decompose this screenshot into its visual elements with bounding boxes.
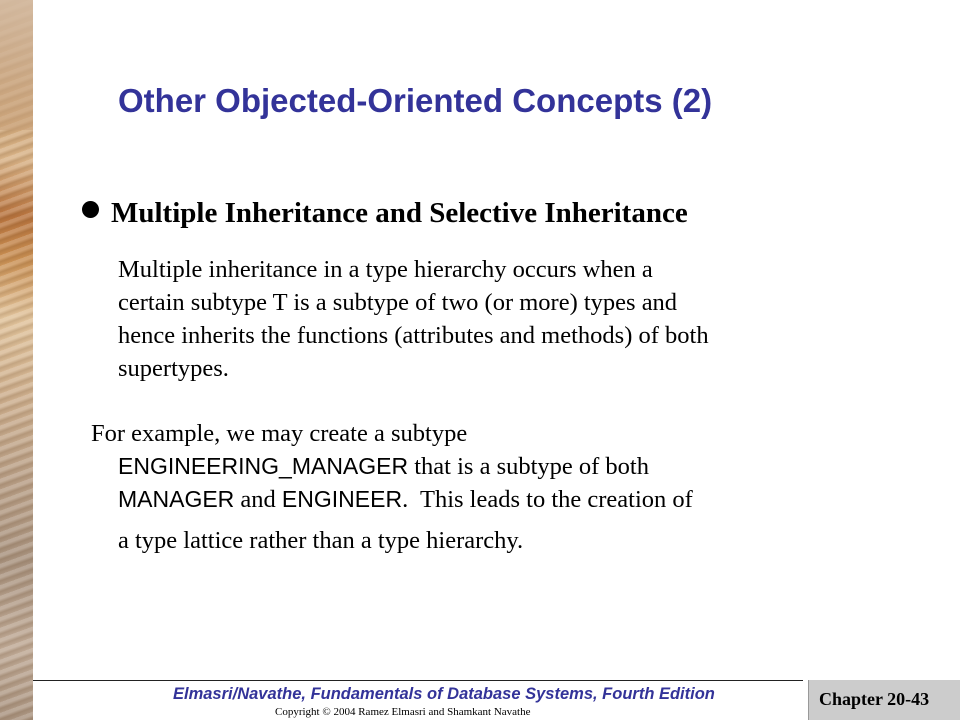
definition-paragraph <box>118 253 908 385</box>
paragraph-line: hence inherits the functions (attributes and methods) of both <box>118 322 709 349</box>
footer-divider <box>33 680 803 681</box>
example-line: For example, we may create a subtype <box>91 420 468 447</box>
type-name-manager: MANAGER <box>118 486 235 512</box>
type-name-engineering-manager: ENGINEERING_MANAGER <box>118 453 409 479</box>
example-text: and <box>234 486 282 513</box>
paragraph-line: supertypes. <box>118 355 229 382</box>
example-text: . This leads to the creation of <box>402 486 693 513</box>
example-line <box>91 483 901 516</box>
paragraph-line: Multiple inheritance in a type hierarchy occurs when a <box>118 256 653 283</box>
footer-book-title: Elmasri/Navathe, Fundamentals of Database Systems, Fourth Edition <box>173 685 715 703</box>
chapter-label: Chapter 20-43 <box>819 689 930 709</box>
example-paragraph <box>91 417 901 557</box>
bullet-dot-icon <box>82 201 99 218</box>
example-line: a type lattice rather than a type hierarchy. <box>118 527 524 554</box>
footer-copyright: Copyright © 2004 Ramez Elmasri and Shamkant Navathe <box>275 706 531 718</box>
slide-title: Other Objected-Oriented Concepts (2) <box>118 82 713 119</box>
example-text: that is a subtype of both <box>408 453 649 480</box>
paragraph-line: certain subtype T is a subtype of two (or more) types and <box>118 289 678 316</box>
type-name-engineer: ENGINEER <box>281 486 403 512</box>
bullet-item <box>82 197 688 230</box>
bullet-heading: Multiple Inheritance and Selective Inheritance <box>111 197 688 229</box>
chapter-badge <box>808 680 960 720</box>
decorative-desert-strip <box>0 0 33 720</box>
example-line <box>91 450 901 483</box>
